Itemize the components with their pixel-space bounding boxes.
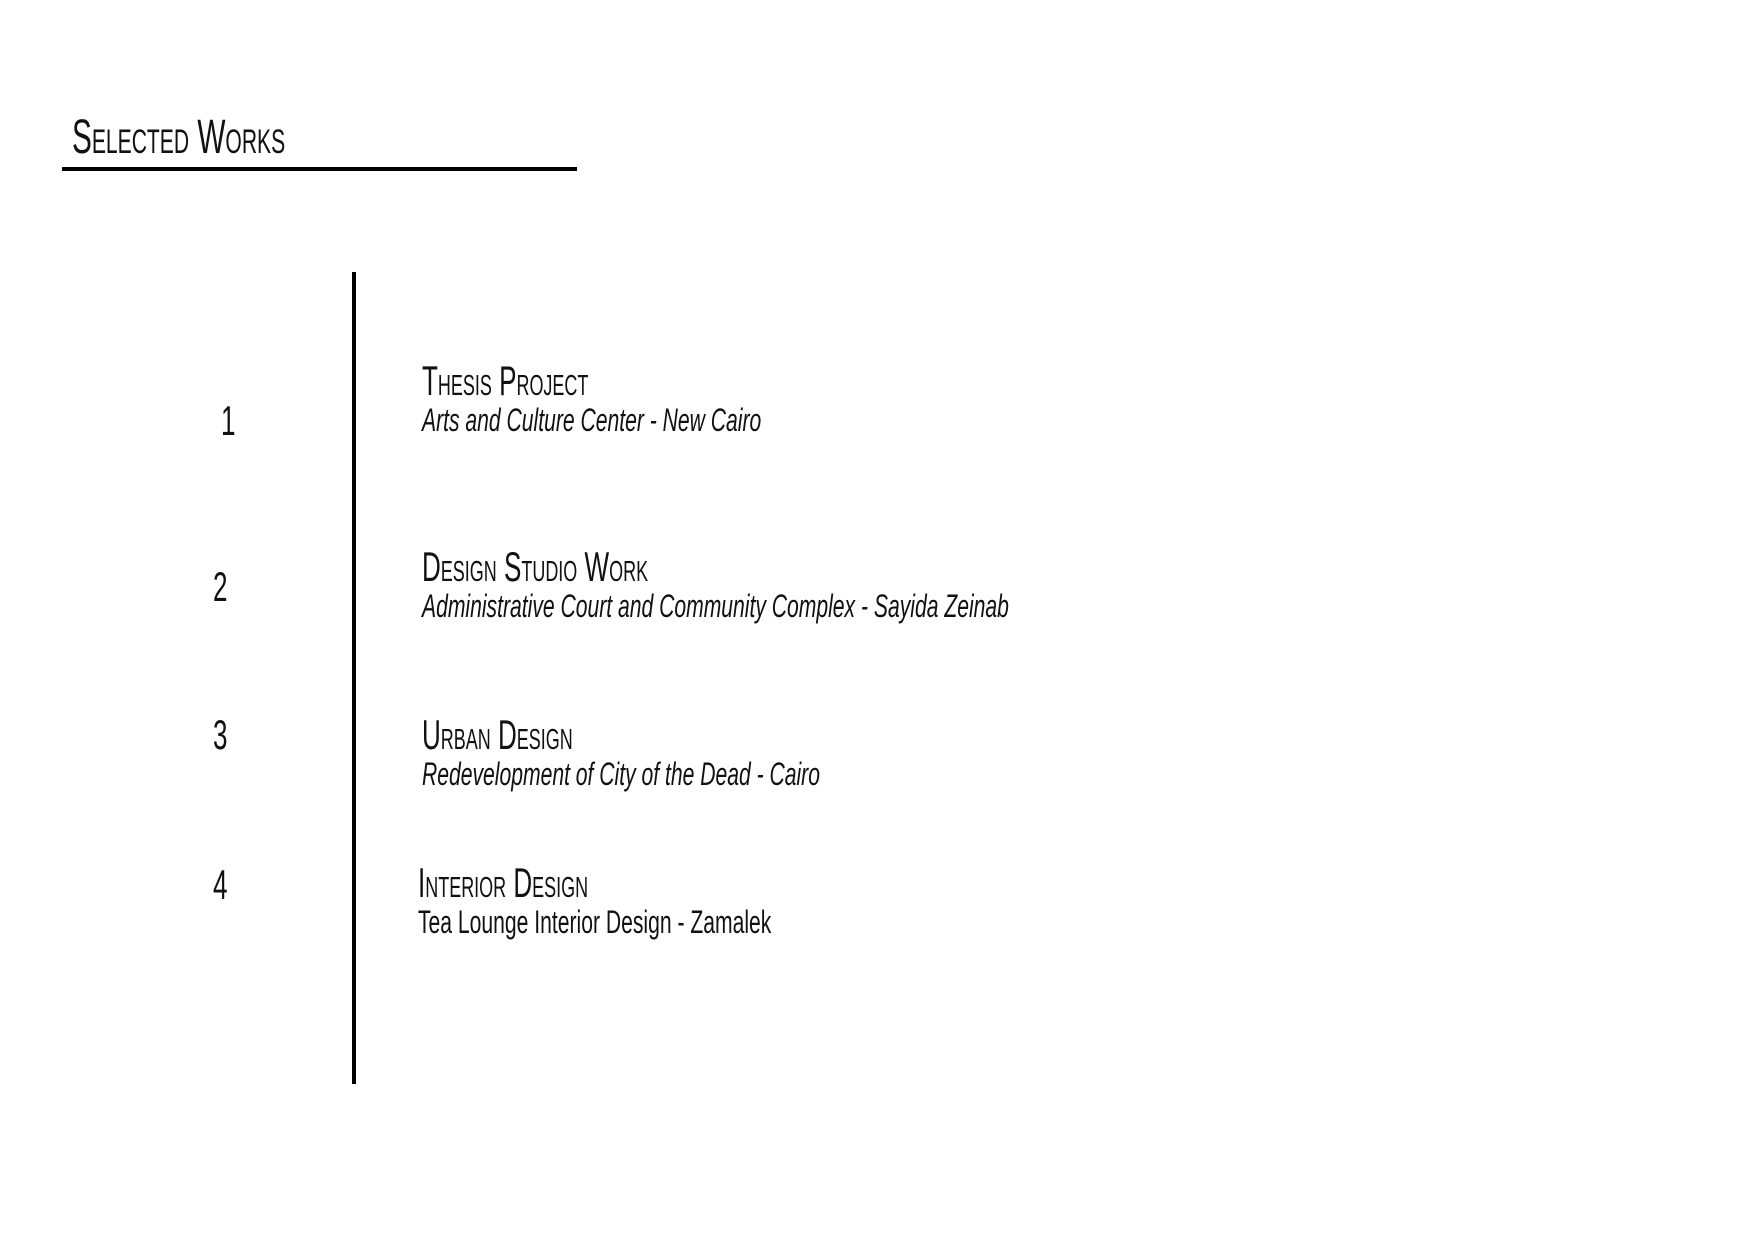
page-title: Selected Works — [72, 111, 286, 164]
entry-4 — [418, 859, 953, 940]
entry-number-1: 1 — [221, 397, 236, 444]
entry-subtitle: Administrative Court and Community Complex - Sayida Zeinab — [422, 588, 1009, 624]
entry-number-2: 2 — [213, 563, 228, 610]
entry-subtitle: Arts and Culture Center - New Cairo — [422, 402, 762, 438]
entry-title: Design Studio Work — [422, 543, 649, 590]
title-underline — [62, 167, 577, 171]
entry-1 — [422, 357, 936, 438]
entry-title: Interior Design — [418, 859, 589, 906]
entry-title: Urban Design — [422, 711, 573, 758]
entry-title: Thesis Project — [422, 357, 589, 404]
entry-subtitle: Redevelopment of City of the Dead - Cairo — [422, 756, 820, 792]
entry-2 — [422, 543, 1311, 624]
entry-subtitle: Tea Lounge Interior Design - Zamalek — [418, 904, 772, 940]
entry-number-4: 4 — [213, 861, 228, 908]
vertical-divider — [352, 272, 356, 1084]
entry-3 — [422, 711, 1025, 792]
entry-number-3: 3 — [213, 711, 228, 758]
